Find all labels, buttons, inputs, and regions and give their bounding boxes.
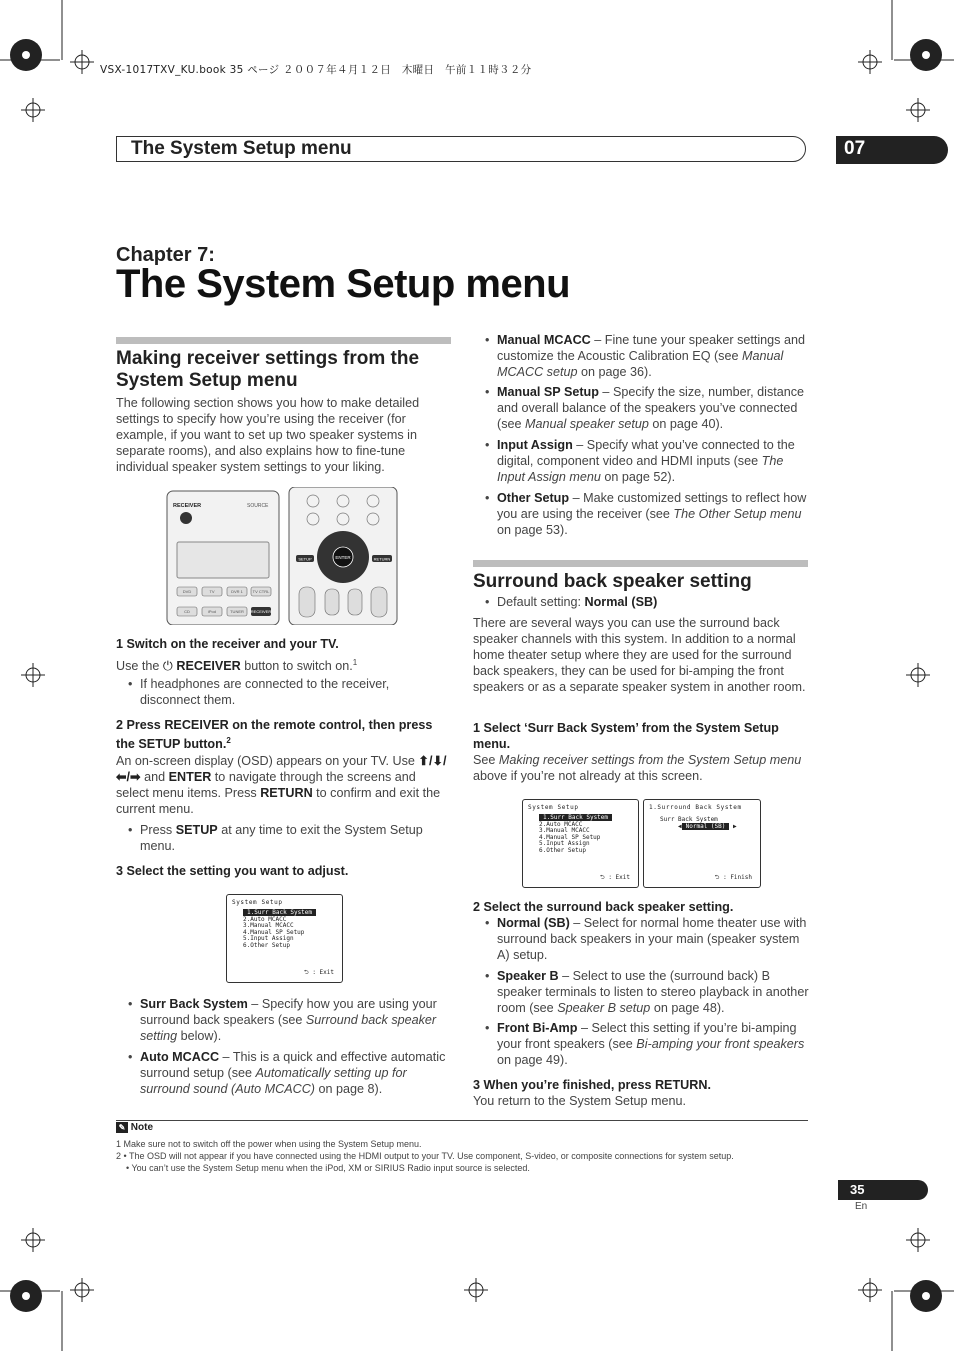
bullet-text: – This is a quick and effective automatic surround setup (see <box>140 1050 446 1080</box>
osd-item-selected: 1.Surr Back System <box>243 909 316 916</box>
osd-item: 2.Auto MCACC <box>243 915 287 923</box>
right-step2-title: 2 Select the surround back speaker setting. <box>473 900 734 914</box>
step2-text-c: to navigate through the screens and select menu items. Press <box>116 770 416 800</box>
header-title: The System Setup menu <box>131 138 352 159</box>
right-step3-c: . <box>707 1078 711 1092</box>
osd-item: 5.Input Assign <box>243 935 294 943</box>
page-language: En <box>855 1201 868 1212</box>
osd-menu-items <box>243 910 316 950</box>
section-heading-surround-back: Surround back speaker setting <box>473 571 752 592</box>
surround-intro: There are several ways you can use the surround back speaker channels with this system. In addition to a normal home theater setup where they are used for the surround back speakers, they can be used for bi-amping the front speakers or as a separate speaker system in another room. <box>473 616 806 694</box>
osd-exit-hint: ⮌ : Exit <box>303 969 334 976</box>
bullet-tail: on page 53). <box>497 523 568 537</box>
step2-title-a: 2 Press <box>116 718 165 732</box>
note-line: 1 Make sure not to switch off the power when using the System Setup menu. <box>116 1139 422 1149</box>
osd-item: 3.Manual MCACC <box>539 827 590 835</box>
bullet-ref: Automatically setting up for surround sound (Auto MCACC) <box>140 1066 407 1096</box>
osd-finish-hint: ⮌ : Finish <box>714 874 752 881</box>
right-step1-text-b: above if you’re not already at this screen. <box>473 769 703 783</box>
section-bar-right <box>473 560 808 567</box>
bullet-manual-sp-setup: • Manual SP Setup – Specify the size, number, distance and overall balance of the speakers you’ve connected (see Manual speaker setup on page 40). <box>485 385 805 431</box>
remote-label-dvd: DVD <box>182 589 192 594</box>
bullet-text: – Specify what you’ve connected to the digital, component video and HDMI inputs (see <box>497 438 795 468</box>
step2-text <box>116 753 451 817</box>
bullet-term: Input Assign <box>497 438 573 452</box>
right-step1-ref: Making receiver settings from the System Setup menu <box>498 753 802 767</box>
step2-title <box>116 717 452 752</box>
remote-label-receiver: RECEIVER <box>173 503 202 509</box>
step2-title-d: SETUP <box>138 737 181 752</box>
bullet-term: Manual MCACC <box>497 333 591 347</box>
right-step1-text-a: See <box>473 753 499 767</box>
right-step3-b: RETURN <box>654 1078 708 1092</box>
step2-return: RETURN <box>260 786 313 800</box>
osd-item: 6.Other Setup <box>243 941 290 949</box>
remote-label-source: SOURCE <box>247 503 269 509</box>
osd-system-setup-2 <box>522 799 639 888</box>
bullet-speaker-b: • Speaker B – Select to use the (surround back) B speaker terminals to listen to stereo playback in another room (see Speaker B setup on page 48). <box>485 969 809 1015</box>
default-value: Normal (SB) <box>584 595 658 609</box>
footnote-ref-2: 2 <box>226 736 231 745</box>
bullet-text: – Fine tune your speaker settings and customize the Acoustic Calibration EQ (see <box>497 333 805 363</box>
bullet-front-bi-amp: • Front Bi-Amp – Select this setting if you’re bi-amping your front speakers (see Bi-amping your front speakers on page 49). <box>485 1021 805 1067</box>
remote-label-dvr: DVR 1 <box>231 589 243 594</box>
note-line: 2 • The OSD will not appear if you have connected using the HDMI output to your TV. Use component, S-video, or composite connections for system setup. <box>116 1151 734 1161</box>
step2-text-b: and <box>140 770 169 784</box>
bullet-ref: The Input Assign menu <box>497 454 784 484</box>
section-heading-making-settings: Making receiver settings from the System Setup menu <box>116 348 420 391</box>
osd-title: 1.Surround Back System <box>649 804 742 811</box>
bullet-other-setup: • Other Setup – Make customized settings to reflect how you are using the receiver (see The Other Setup menu on page 53). <box>485 491 807 537</box>
remote-label-tuner: TUNER <box>230 609 244 614</box>
step2-bullet-b: SETUP <box>175 823 218 837</box>
osd-item: 5.Input Assign <box>539 840 590 848</box>
bullet-text: – Make customized settings to reflect how you are using the receiver (see <box>497 491 807 521</box>
bullet-term: Manual SP Setup <box>497 385 599 399</box>
section-bar-left <box>116 337 451 344</box>
osd-title: System Setup <box>232 899 283 906</box>
osd-item-selected: 1.Surr Back System <box>539 814 612 821</box>
step2-text-a: An on-screen display (OSD) appears on your TV. Use <box>116 754 419 768</box>
right-step3-title <box>473 1077 808 1093</box>
bullet-text: – Specify how you are using your surround back speakers (see <box>140 997 437 1027</box>
default-setting: • Default setting: Normal (SB) <box>485 595 658 609</box>
note-header <box>116 1122 153 1133</box>
osd-item: 4.Manual SP Setup <box>539 833 601 841</box>
bullet-tail: on page 36). <box>577 365 652 379</box>
bullet-tail: on page 52). <box>600 470 676 484</box>
osd-item: 6.Other Setup <box>539 846 586 854</box>
osd-system-setup-1 <box>226 894 343 983</box>
right-step3-text: You return to the System Setup menu. <box>473 1094 687 1108</box>
osd-exit-hint: ⮌ : Exit <box>599 874 630 881</box>
bullet-ref: Manual speaker setup <box>525 417 649 431</box>
step1-text-c: button to switch on. <box>240 659 353 674</box>
step1-bullet: • If headphones are connected to the receiver, disconnect them. <box>128 677 390 707</box>
osd-sb-value <box>678 823 737 830</box>
bullet-tail: on page 40). <box>648 417 724 431</box>
note-rule <box>116 1120 808 1121</box>
arrow-right-icon: ▶ <box>729 823 737 830</box>
bullet-normal-sb: • Normal (SB) – Select for normal home theater use with surround back speakers in your main (speaker system A) setup. <box>485 916 807 962</box>
bullet-ref: The Other Setup menu <box>673 507 802 521</box>
remote-label-setup: SETUP <box>298 556 312 562</box>
bullet-term: Surr Back System <box>140 997 248 1011</box>
bullet-term: Auto MCACC <box>140 1050 220 1064</box>
osd-sb-value-text: Normal (SB) <box>682 823 730 830</box>
remote-label-tv: TV <box>209 589 215 594</box>
step2-bullet-a: Press <box>140 823 176 837</box>
note-line: • You can’t use the System Setup menu when the iPod, XM or SIRIUS Radio input source is selected. <box>116 1163 530 1173</box>
arrow-left-icon: ◀ <box>678 823 682 830</box>
bullet-ref: Manual MCACC setup <box>497 349 784 379</box>
bullet-term: Front Bi-Amp <box>497 1021 578 1035</box>
bullet-ref: Bi-amping your front speakers <box>636 1037 805 1051</box>
osd-sb-label: Surr Back System <box>660 816 718 823</box>
step1-text <box>116 655 451 674</box>
step2-bullet: • Press SETUP at any time to exit the System Setup menu. <box>128 823 423 853</box>
bullet-tail: on page 8). <box>314 1082 383 1096</box>
osd-item: 4.Manual SP Setup <box>243 928 305 936</box>
arrow-keys-icon: ⬆/⬇/⬅/➡ <box>116 754 447 784</box>
bullet-auto-mcacc: • Auto MCACC – This is a quick and effective automatic surround setup (see Automatically setting up for surround sound (Auto MCACC) on page 8). <box>128 1050 446 1096</box>
page-number: 35 <box>838 1180 928 1200</box>
bullet-input-assign: • Input Assign – Specify what you’ve connected to the digital, component video and HDMI inputs (see The Input Assign menu on page 52). <box>485 438 795 484</box>
remote-label-tvctrl: TV CTRL <box>252 589 270 594</box>
bullet-text: – Select this setting if you’re bi-amping your front speakers (see <box>497 1021 797 1051</box>
remote-label-return: RETURN <box>373 556 391 562</box>
bullet-text: – Specify the size, number, distance and overall balance of the speakers you’ve connected (see <box>497 385 805 431</box>
notes-list <box>116 1138 734 1174</box>
step2-enter: ENTER <box>168 770 212 784</box>
bullet-tail: on page 49). <box>497 1053 568 1067</box>
chapter-label: Chapter 7: <box>116 244 215 266</box>
osd-item: 3.Manual MCACC <box>243 922 294 930</box>
right-step1-title: 1 Select ‘Surr Back System’ from the System Setup menu. <box>473 721 779 751</box>
power-icon <box>180 512 192 524</box>
bullet-term: Speaker B <box>497 969 559 983</box>
step1-bullet-text: If headphones are connected to the receiver, disconnect them. <box>140 677 390 707</box>
chapter-title: The System Setup menu <box>116 262 571 306</box>
step1-receiver: RECEIVER <box>176 659 241 674</box>
note-title: Note <box>130 1122 154 1134</box>
osd-surround-back-system <box>643 799 761 888</box>
right-step3-a: 3 When you’re finished, press <box>473 1078 655 1092</box>
bullet-text: – Select to use the (surround back) B speaker terminals to listen to stereo playback in another room (see <box>497 969 809 1015</box>
bullet-term: Other Setup <box>497 491 570 505</box>
step2-bullet-c: at any time to exit the System Setup menu. <box>140 823 423 853</box>
footnote-ref-1: 1 <box>352 658 358 667</box>
step2-title-e: button. <box>180 737 227 752</box>
book-info-line: VSX-1017TXV_KU.book 35 ページ ２００７年４月１２日 木曜日 午前１１時３２分 <box>100 64 532 76</box>
bullet-ref: Speaker B setup <box>557 1001 651 1015</box>
intro-paragraph: The following section shows you how to make detailed settings to specify how you’re using the receiver (for example, if you want to set up two speaker systems in separate rooms), and also explains how to fine-tune individual speaker system settings to your liking. <box>116 396 420 474</box>
osd-menu-items <box>539 815 612 855</box>
note-icon: ✎ <box>116 1122 128 1133</box>
remote-control-illustration <box>165 487 400 625</box>
remote-label-enter: ENTER <box>335 555 351 560</box>
step2-title-b: RECEIVER <box>164 718 229 732</box>
osd-title: System Setup <box>528 804 579 811</box>
bullet-ref: Surround back speaker setting <box>140 1013 437 1043</box>
bullet-term: Normal (SB) <box>497 916 570 930</box>
step1-title: 1 Switch on the receiver and your TV. <box>116 637 339 651</box>
step1-text-a: Use the <box>116 659 163 674</box>
remote-label-receiver-source: RECEIVER <box>250 609 272 614</box>
remote-label-cd: CD <box>184 609 190 614</box>
bullet-surr-back-system: • Surr Back System – Specify how you are using your surround back speakers (see Surround back speaker setting below). <box>128 997 437 1043</box>
right-step1-text <box>473 752 808 784</box>
step3-title: 3 Select the setting you want to adjust. <box>116 864 349 878</box>
chapter-number-tab: 07 <box>836 136 948 164</box>
default-label: Default setting: <box>497 595 585 609</box>
remote-label-ipod: iPod <box>207 609 217 614</box>
bullet-tail: on page 48). <box>650 1001 725 1015</box>
osd-item: 2.Auto MCACC <box>539 820 583 828</box>
step2-title-c: on the remote control, then press the <box>116 718 433 752</box>
bullet-text: – Select for normal home theater use with surround back speakers in your main (speaker system A) setup. <box>497 916 807 962</box>
bullet-manual-mcacc: • Manual MCACC – Fine tune your speaker settings and customize the Acoustic Calibration EQ (see Manual MCACC setup on page 36). <box>485 333 805 379</box>
power-icon: ⏻ <box>162 659 177 674</box>
bullet-tail: below). <box>177 1029 222 1043</box>
step2-text-d: to confirm and exit the current menu. <box>116 786 441 816</box>
